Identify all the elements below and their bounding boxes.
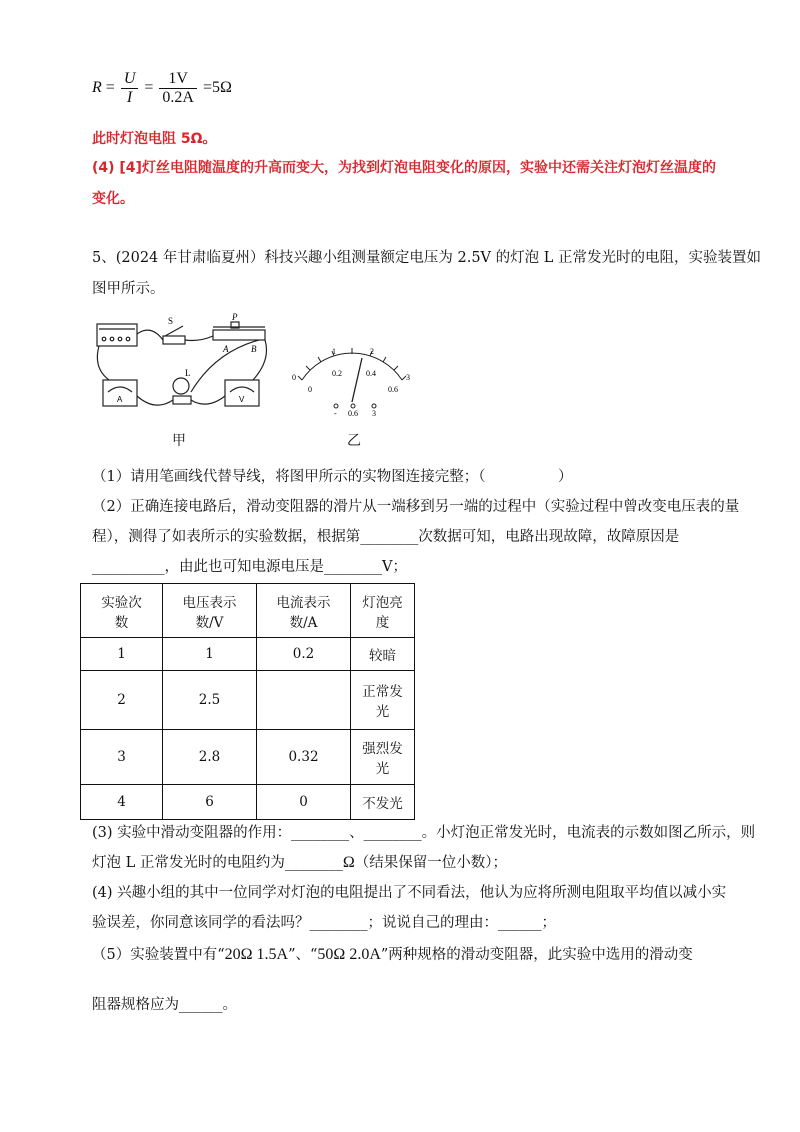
formula-result: =5Ω — [202, 79, 232, 97]
table-header-cell: 实验次 数 — [81, 584, 163, 638]
formula-lhs: R — [92, 79, 102, 97]
label-end-b: B — [251, 344, 257, 354]
label-voltmeter: V — [239, 395, 245, 404]
rheostat-spec-1: 20Ω 1.5A — [224, 946, 289, 963]
scale-inner-1: 0.2 — [332, 369, 342, 378]
terminal-06: 0.6 — [348, 409, 358, 418]
circuit-apparatus-figure — [95, 312, 275, 424]
table-cell: 0.2 — [257, 638, 351, 671]
figure-caption-right: 乙 — [347, 433, 361, 449]
label-end-a: A — [223, 344, 229, 354]
table-row — [81, 638, 415, 671]
table-row — [81, 730, 415, 785]
table-cell: 6 — [163, 785, 257, 820]
formula-num: 1V — [159, 70, 197, 89]
question-3b: 灯泡 L 正常发光时的电阻约为________Ω（结果保留一位小数）； — [92, 854, 507, 871]
question-4b: 验误差，你同意该同学的看法吗？________；说说自己的理由：______； — [92, 915, 556, 931]
formula-u: U — [121, 70, 139, 89]
table-cell: 强烈发 光 — [351, 730, 415, 785]
question-3a: (3) 实验中滑动变阻器的作用：________、________。小灯泡正常发光时，电流表的示数如图乙所示，则 — [92, 825, 756, 841]
label-ammeter: A — [117, 395, 123, 404]
scale-outer-3: 3 — [406, 373, 410, 382]
label-lamp: L — [185, 368, 191, 378]
scale-inner-0: 0 — [308, 385, 312, 394]
table-header-row — [81, 584, 415, 638]
scale-outer-1: 1 — [332, 347, 336, 356]
fraction-u-over-i — [121, 70, 139, 107]
dial-needle — [352, 358, 362, 402]
scale-outer-0: 0 — [292, 373, 296, 382]
omega-symbol: Ω — [342, 854, 355, 871]
question-2a: （2）正确连接电路后，滑动变阻器的滑片从一端移到另一端的过程中（实验过程中曾改变电压表的量 — [92, 499, 740, 515]
answer-line-1: 此时灯泡电阻 5Ω。 — [92, 131, 217, 147]
answer-line-3: 变化。 — [92, 191, 134, 207]
scale-inner-3: 0.6 — [388, 385, 398, 394]
table-header-cell: 电流表示 数/A — [257, 584, 351, 638]
table-cell: 不发光 — [351, 785, 415, 820]
question-4a: (4) 兴趣小组的其中一位同学对灯泡的电阻提出了不同看法，他认为应将所测电阻取平均值以减小实 — [92, 885, 727, 901]
formula-i: I — [126, 89, 133, 106]
experiment-data-table — [80, 583, 415, 820]
table-cell: 0.32 — [257, 730, 351, 785]
table-cell: 2 — [81, 671, 163, 730]
table-cell: 较暗 — [351, 638, 415, 671]
scale-inner-2: 0.4 — [366, 369, 376, 378]
resistance-formula: R = $\frac{U}{I}$ = $\frac{1V}{0.2A}$ =5Ω — [92, 70, 232, 106]
label-slider: P — [232, 312, 238, 322]
rheostat-spec-2: 50Ω 2.0A — [317, 946, 381, 963]
power-supply-icon — [97, 324, 137, 346]
question-5a: （5）实验装置中有“20Ω 1.5A”、“50Ω 2.0A”两种规格的滑动变阻器，此实验中选用的滑动变 — [92, 946, 693, 963]
question-2b: 程），测得了如表所示的实验数据，根据第________次数据可知，电路出现故障，故障原因是 — [92, 529, 680, 545]
table-cell: 2.8 — [163, 730, 257, 785]
table-cell — [257, 671, 351, 730]
table-cell: 3 — [81, 730, 163, 785]
lamp-icon — [173, 378, 189, 394]
question-1: （1）请用笔画线代替导线，将图甲所示的实物图连接完整；（ ） — [92, 469, 573, 485]
question-2c: __________，由此也可知电源电压是________V； — [92, 559, 407, 575]
fraction-values — [159, 70, 197, 107]
table-row — [81, 785, 415, 820]
rheostat-icon — [213, 330, 265, 340]
table-header-cell: 电压表示 数/V — [163, 584, 257, 638]
question-5b: 阻器规格应为______。 — [92, 997, 237, 1013]
table-cell: 1 — [81, 638, 163, 671]
table-row — [81, 671, 415, 730]
terminal-3: 3 — [372, 409, 376, 418]
table-header-cell: 灯泡亮 度 — [351, 584, 415, 638]
terminal-minus: - — [334, 409, 337, 418]
table-cell: 1 — [163, 638, 257, 671]
formula-den: 0.2A — [162, 89, 194, 106]
dial-arc — [302, 353, 402, 380]
answer-line-2: (4) [4]灯丝电阻随温度的升高而变大，为找到灯泡电阻变化的原因，实验中还需关注灯泡灯丝温度的 — [92, 160, 716, 176]
scale-outer-2: 2 — [370, 347, 374, 356]
question-intro-1: 5、(2024 年甘肃临夏州）科技兴趣小组测量额定电压为 2.5V 的灯泡 L 正常发光时的电阻，实验装置如 — [92, 250, 761, 266]
table-cell: 0 — [257, 785, 351, 820]
figure-caption-left: 甲 — [172, 433, 186, 449]
table-cell: 正常发 光 — [351, 671, 415, 730]
switch-icon — [163, 336, 185, 344]
ammeter-dial-figure — [288, 340, 418, 422]
label-switch: S — [168, 316, 174, 326]
table-cell: 4 — [81, 785, 163, 820]
question-intro-2: 图甲所示。 — [92, 281, 165, 297]
table-cell: 2.5 — [163, 671, 257, 730]
